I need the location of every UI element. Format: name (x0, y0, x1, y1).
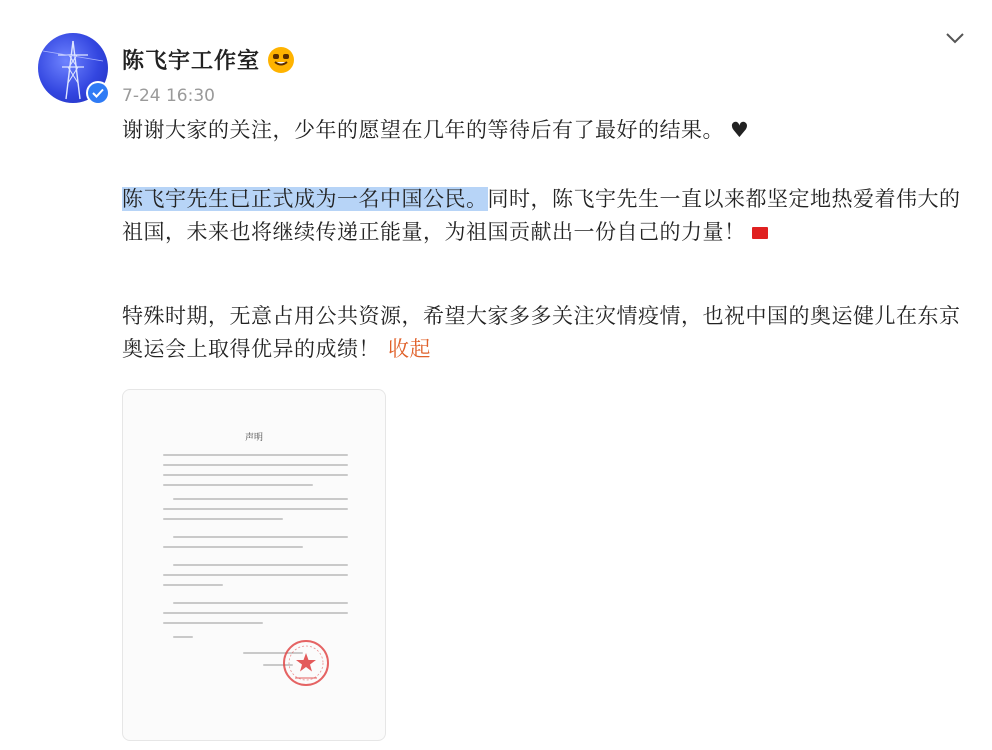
doc-line (173, 636, 193, 638)
author-name[interactable]: 陈飞宇工作室 (122, 49, 261, 74)
doc-line (163, 474, 348, 476)
chevron-down-icon[interactable] (942, 28, 968, 48)
post-paragraph-2 (122, 183, 962, 249)
grinning-emoji-icon (268, 47, 294, 73)
post-text-1: 谢谢大家的关注，少年的愿望在几年的等待后有了最好的结果。 (122, 118, 724, 142)
verified-badge-icon (88, 83, 108, 103)
doc-line (163, 518, 283, 520)
doc-line (173, 536, 348, 538)
doc-line (173, 498, 348, 500)
doc-line (173, 602, 348, 604)
verified-badge (86, 81, 110, 105)
post-paragraph-1 (122, 114, 962, 147)
doc-line (163, 508, 348, 510)
document-title: 声明 (244, 433, 263, 443)
doc-line (163, 454, 348, 456)
author-row (122, 44, 294, 75)
doc-line (163, 584, 223, 586)
attached-document-image[interactable] (122, 389, 386, 741)
doc-line (163, 622, 263, 624)
doc-line (163, 464, 348, 466)
highlighted-text: 陈飞宇先生已正式成为一名中国公民。 (122, 187, 488, 211)
heart-icon: ♥ (730, 118, 750, 142)
collapse-link[interactable]: 收起 (388, 337, 431, 361)
doc-line (163, 612, 348, 614)
post-text-2: 同时，陈飞宇先生一直以来都坚定地热爱着伟大的祖国，未来也将继续传递正能量，为祖国贡献出一份自己的力量！ (122, 187, 961, 244)
doc-line (163, 484, 313, 486)
doc-line (173, 564, 348, 566)
post-text-3: 特殊时期，无意占用公共资源，希望大家多多关注灾情疫情，也祝中国的奥运健儿在东京奥运会上取得优异的成绩！ (122, 304, 961, 361)
red-seal-stamp-icon (281, 638, 331, 688)
avatar[interactable] (38, 33, 108, 103)
china-flag-icon (752, 227, 768, 239)
doc-line (163, 546, 303, 548)
post-paragraph-3 (122, 300, 962, 366)
doc-line (163, 574, 348, 576)
post-time: 7-24 16:30 (122, 86, 215, 106)
